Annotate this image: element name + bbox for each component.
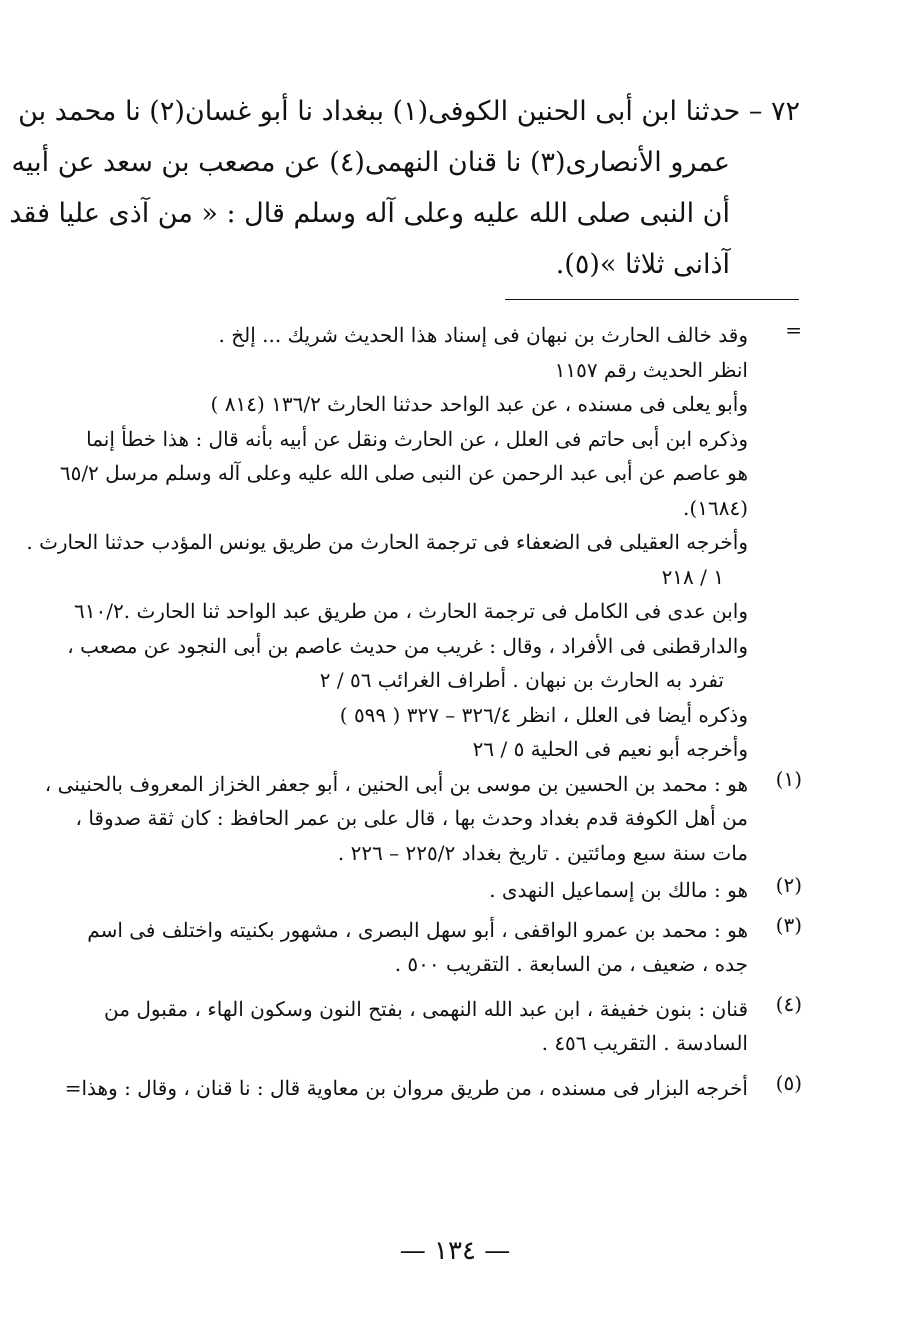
page-number: — ١٣٤ — [399, 1236, 511, 1266]
continuation-marker: = [785, 318, 802, 342]
footnote-1 [44, 766, 804, 871]
footnote-2 [104, 873, 804, 908]
note-line: من أهل الكوفة قدم بغداد وحدث بها ، قال على بن عمر الحافظ : كان ثقة صدوقا ، [75, 806, 748, 830]
note-line: جده ، ضعيف ، من السابعة . التقريب ٥٠٠ . [394, 952, 748, 976]
hadith-line: آذانى ثلاثا »(٥). [555, 249, 730, 280]
note-line: هو عاصم عن أبى عبد الرحمن عن النبى صلى الله عليه وعلى آله وسلم مرسل ٦٥/٢ [59, 461, 748, 485]
hadith-text [9, 86, 800, 290]
note-line: وذكره أيضا فى العلل ، انظر ٣٢٦/٤ – ٣٢٧ ( ٥٩٩ ) [339, 702, 748, 727]
footnote-marker: (٥) [775, 1070, 802, 1095]
footnote-4 [104, 992, 804, 1061]
footnote-3 [87, 912, 804, 982]
note-line: ١ / ٢١٨ [661, 564, 724, 589]
note-line: السادسة . التقريب ٤٥٦ . [541, 1031, 748, 1055]
note-line: تفرد به الحارث بن نبهان . أطراف الغرائب ٥٦ / ٢ [319, 668, 724, 692]
footnote-marker: (١) [775, 766, 802, 791]
note-line: وذكره ابن أبى حاتم فى العلل ، عن الحارث ونقل عن أبيه بأنه قال : هذا خطأ إنما [86, 426, 748, 451]
footnote-divider [505, 299, 799, 300]
note-line: والدارقطنى فى الأفراد ، وقال : غريب من حديث عاصم بن أبى النجود عن مصعب ، [67, 633, 748, 658]
note-line: قنان : بنون خفيفة ، ابن عبد الله النهمى ، بفتح النون وسكون الهاء ، مقبول من [104, 996, 748, 1021]
note-line: هو : محمد بن عمرو الواقفى ، أبو سهل البصرى ، مشهور بكنيته واختلف فى اسم [87, 917, 748, 942]
hadith-line: أن النبى صلى الله عليه وعلى آله وسلم قال : « من آذى عليا فقد [9, 198, 730, 229]
footnote-5 [64, 1070, 804, 1106]
note-line: مات سنة سبع ومائتين . تاريخ بغداد ٢٢٥/٢ – ٢٢٦ . [337, 840, 748, 865]
note-line: هو : مالك بن إسماعيل النهدى . [489, 878, 748, 902]
note-line: أخرجه البزار فى مسنده ، من طريق مروان بن معاوية قال : نا قنان ، وقال : وهذا= [64, 1075, 748, 1100]
note-line: وقد خالف الحارث بن نبهان فى إسناد هذا الحديث شريك ... إلخ . [218, 323, 748, 347]
note-line: وأبو يعلى فى مسنده ، عن عبد الواحد حدثنا الحارث ١٣٦/٢ (٨١٤ ) [210, 392, 748, 416]
hadith-line: عمرو الأنصارى(٣) نا قنان النهمى(٤) عن مصعب بن سعد عن أبيه [11, 147, 730, 178]
note-line: وابن عدى فى الكامل فى ترجمة الحارث ، من طريق عبد الواحد ثنا الحارث .٦١٠/٢ [74, 599, 748, 623]
note-line: وأخرجه العقيلى فى الضعفاء فى ترجمة الحارث من طريق يونس المؤدب حدثنا الحارث . [26, 530, 748, 554]
footnote-marker: (٣) [775, 912, 802, 937]
note-line: (١٦٨٤). [683, 495, 748, 520]
footnotes-section [26, 318, 804, 1105]
hadith-line: ٧٢ – حدثنا ابن أبى الحنين الكوفى(١) ببغداد نا أبو غسان(٢) نا محمد بن [18, 96, 800, 127]
note-line: انظر الحديث رقم ١١٥٧ [554, 357, 748, 382]
note-line: وأخرجه أبو نعيم فى الحلية ٥ / ٢٦ [472, 737, 748, 761]
note-line: هو : محمد بن الحسين بن موسى بن أبى الحنين ، أبو جعفر الخزاز المعروف بالحنينى ، [44, 771, 748, 796]
footnote-marker: (٤) [775, 991, 802, 1016]
continuation-note [26, 318, 804, 767]
footnote-marker: (٢) [775, 873, 802, 897]
